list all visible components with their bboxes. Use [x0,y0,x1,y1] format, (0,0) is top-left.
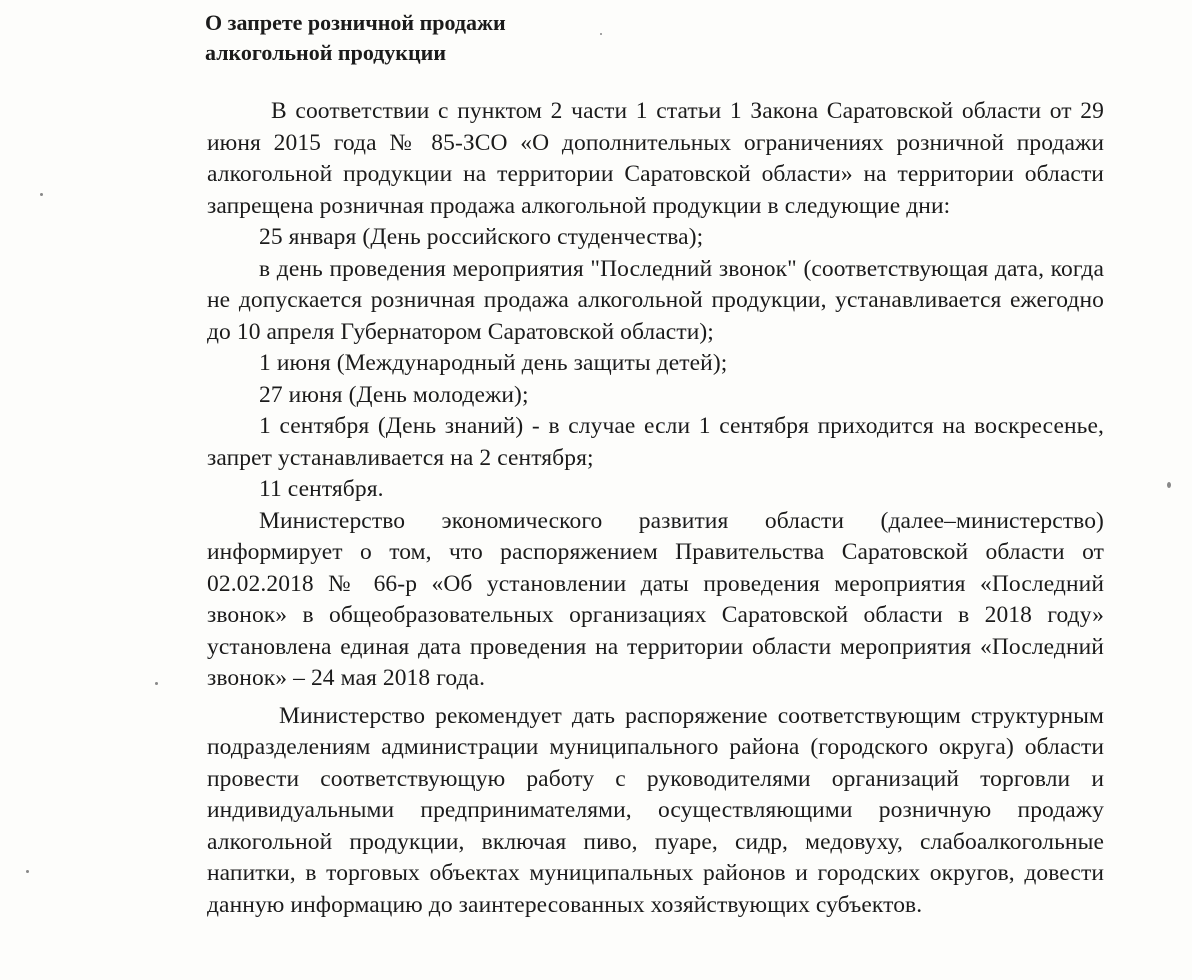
paragraph-ministry-recommends: Министерство рекомендует дать распоряжение соответствующим структурным подразделениям администрации муниципального района (городского округа) области провести соответствующую работу с руководителями организаций торговли и индивидуальными предпринимателями, осуществляющими розничную продажу алкогольной продукции, включая пиво, пуаре, сидр, медовуху, слабоалкогольные напитки, в торговых объектах муниципальных районов и городских округов, довести данную информацию до заинтересованных хозяйствующих субъектов. [207,702,1104,918]
title-line-2: алкогольной продукции [205,40,447,65]
list-item-january: 25 января (День российского студенчества); [259,224,704,250]
list-item-june-27: 27 июня (День молодежи); [259,381,529,408]
document-body [207,96,1104,921]
list-item-last-bell: в день проведения мероприятия "Последний звонок" (соответствующая дата, когда не допускается розничная продажа алкогольной продукции, устанавливается ежегодно до 10 апреля Губернатором Саратовской области); [207,255,1104,345]
paragraph-intro: В соответствии с пунктом 2 части 1 статьи 1 Закона Саратовской области от 29 июня 2015 года № 85-ЗСО «О дополнительных ограничениях розничной продажи алкогольной продукции на территории Саратовской области» на территории области запрещена розничная продажа алкогольной продукции в следующие дни: [207,98,1104,219]
scan-speck [155,682,158,685]
title-line-1: О запрете розничной продажи [205,10,506,35]
list-item-september-11: 11 сентября. [259,476,384,502]
list-item-june-1: 1 июня (Международный день защиты детей); [259,350,728,376]
document-title [205,8,506,68]
scan-speck [600,33,602,35]
paragraph-ministry-informs: Министерство экономического развития области (далее–министерство) информирует о том, что распоряжением Правительства Саратовской области от 02.02.2018 № 66-р «Об установлении даты проведения мероприятия «Последний звонок» в общеобразовательных организациях Саратовской области в 2018 году» установлена единая дата проведения на территории области мероприятия «Последний звонок» – 24 мая 2018 года. [207,507,1104,691]
scan-speck [26,870,29,873]
scan-speck [1167,482,1171,488]
scan-speck [40,193,43,196]
list-item-september-1: 1 сентября (День знаний) - в случае если 1 сентября приходится на воскресенье, запрет устанавливается на 2 сентября; [207,413,1104,471]
